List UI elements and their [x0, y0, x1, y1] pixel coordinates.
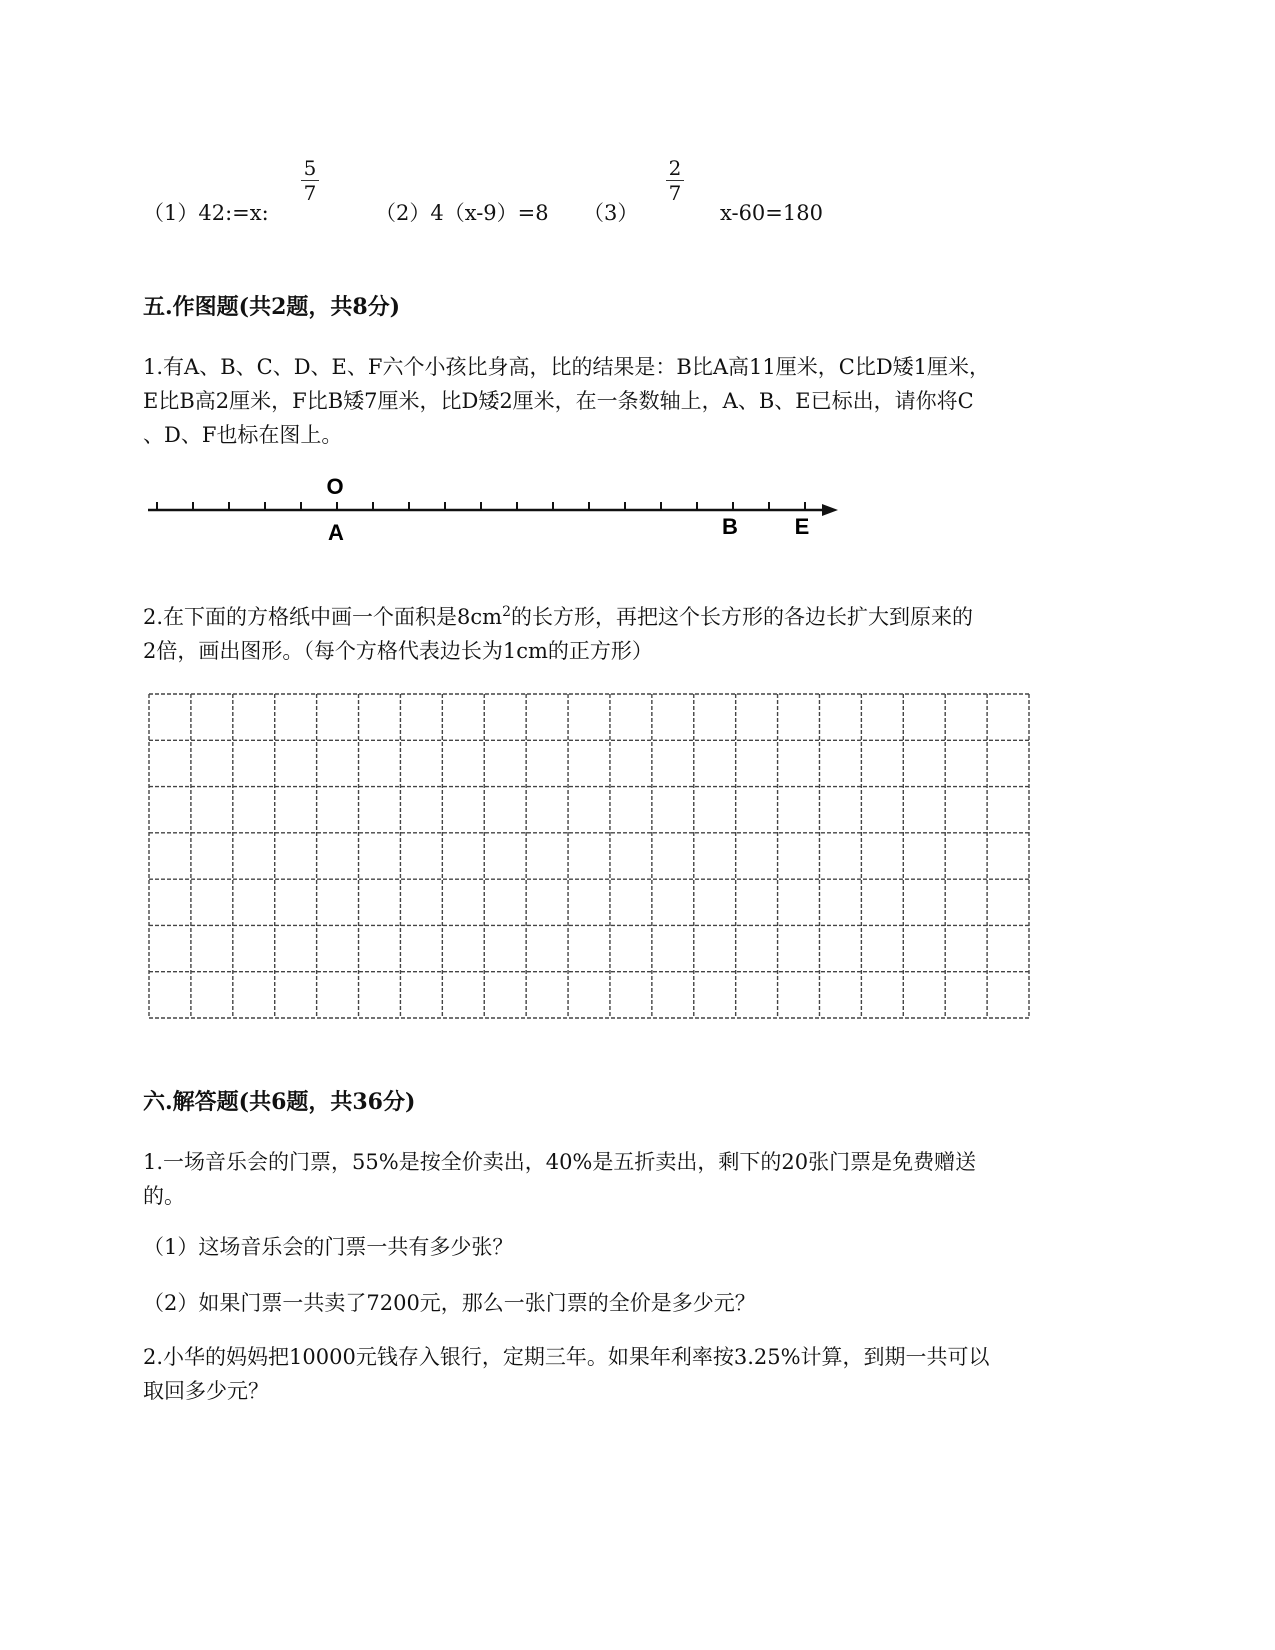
arrow-icon	[822, 504, 838, 516]
grid-paper[interactable]	[145, 690, 1035, 1025]
equation-3-fraction	[665, 157, 685, 204]
equation-1-prefix: （1）42:=x:	[143, 201, 269, 225]
origin-label: O	[326, 474, 344, 499]
section-6-question-2	[143, 1340, 1093, 1408]
section-6-question-1-part-1: （1）这场音乐会的门票一共有多少张？	[143, 1235, 514, 1259]
equation-2: （2）4（x-9）=8	[375, 201, 549, 225]
question-line	[143, 600, 1093, 634]
question-line: 1.有A、B、C、D、E、F六个小孩比身高，比的结果是：B比A高11厘米，C比D矮1厘米，	[143, 355, 991, 379]
question-line: 的。	[143, 1184, 185, 1208]
question-text: 的长方形，再把这个长方形的各边长扩大到原来的	[511, 605, 973, 629]
fraction-numerator: 2	[668, 156, 682, 180]
fraction-denominator: 7	[668, 181, 682, 205]
equation-1-fraction	[300, 157, 320, 204]
section-6-question-1	[143, 1145, 1093, 1213]
equation-3-suffix: x-60=180	[720, 201, 823, 225]
number-line	[140, 470, 860, 550]
point-e-label: E	[794, 514, 810, 539]
section-5-question-2	[143, 600, 1093, 668]
question-line: 、D、F也标在图上。	[143, 423, 343, 447]
equation-3-prefix: （3）	[583, 201, 639, 225]
question-line: E比B高2厘米，F比B矮7厘米，比D矮2厘米，在一条数轴上，A、B、E已标出，请你将C	[143, 389, 974, 413]
question-line: 2倍，画出图形。（每个方格代表边长为1cm的正方形）	[143, 639, 653, 663]
section-5-question-1	[143, 350, 1093, 452]
point-a-label: A	[328, 520, 344, 545]
grid-lines	[149, 694, 1029, 1018]
fraction-numerator: 5	[303, 156, 317, 180]
question-line: 1.一场音乐会的门票，55%是按全价卖出，40%是五折卖出，剩下的20张门票是免费赠送	[143, 1150, 977, 1174]
question-line: 取回多少元？	[143, 1379, 269, 1403]
section-6-heading: 六.解答题(共6题，共36分)	[143, 1089, 416, 1115]
fraction-denominator: 7	[303, 181, 317, 205]
section-6-question-1-part-2: （2）如果门票一共卖了7200元，那么一张门票的全价是多少元？	[143, 1291, 756, 1315]
question-text: 2.在下面的方格纸中画一个面积是8cm	[143, 605, 503, 629]
superscript: 2	[502, 604, 511, 620]
question-line: 2.小华的妈妈把10000元钱存入银行，定期三年。如果年利率按3.25%计算，到期一共可以	[143, 1345, 990, 1369]
point-b-label: B	[722, 514, 738, 539]
section-5-heading: 五.作图题(共2题，共8分)	[143, 294, 401, 320]
